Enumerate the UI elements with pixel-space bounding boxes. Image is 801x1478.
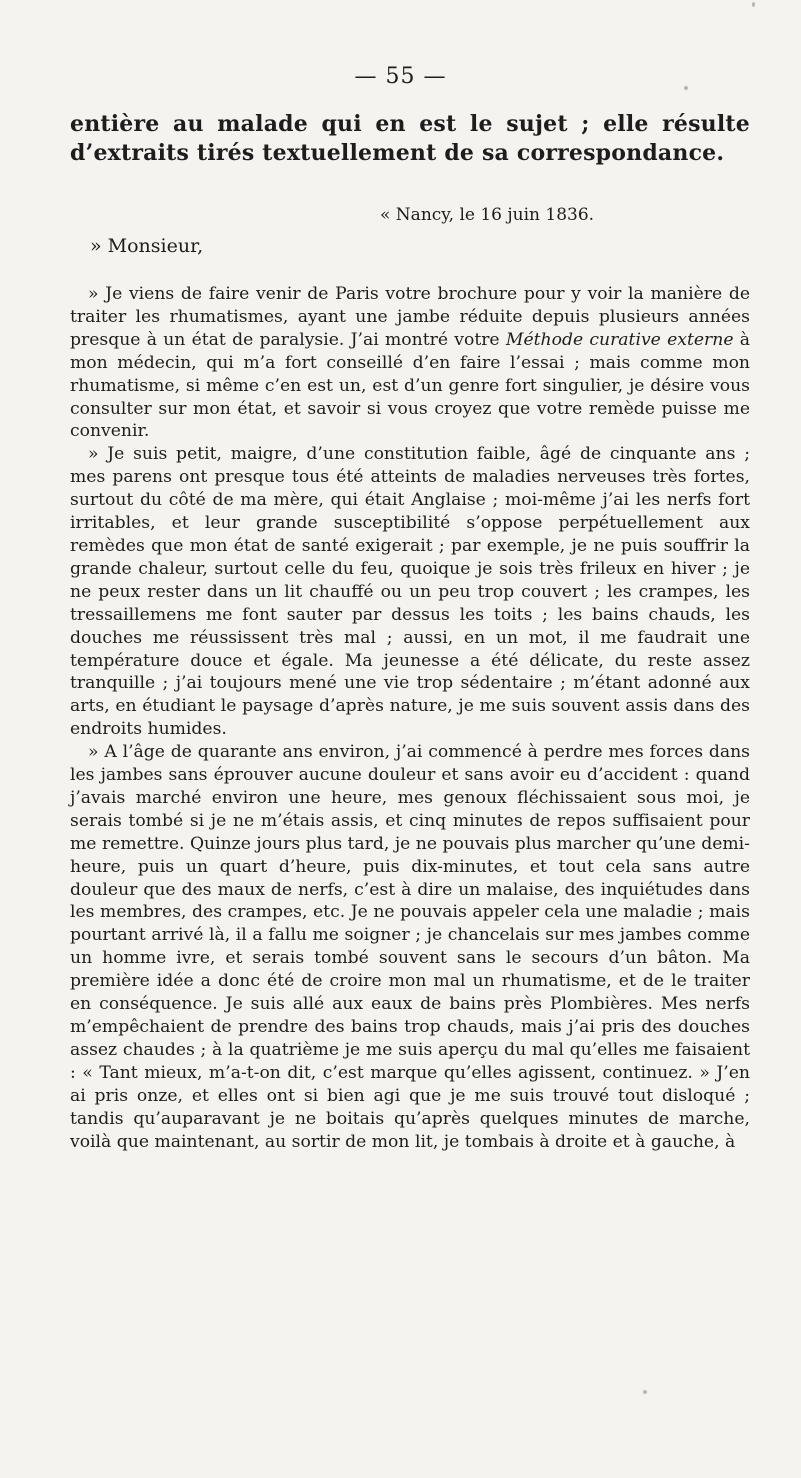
ink-speck: [752, 2, 755, 7]
letter-body: [70, 283, 750, 1153]
letter-paragraph-3: » A l’âge de quarante ans environ, j’ai commencé à perdre mes forces dans les jambes sans éprouver aucune douleur et sans avoir eu d’accident : quand j’avais marché environ une heure, mes genoux fléchissaient sous moi, je serais tombé si je ne m’étais assis, et cinq minutes de repos suffisaient pour me remettre. Quinze jours plus tard, je ne pouvais plus marcher qu’une demi-heure, puis un quart d’heure, puis dix-minutes, et tout cela sans autre douleur que des maux de nerfs, c’est à dire un malaise, des inquiétudes dans les membres, des crampes, etc. Je ne pouvais appeler cela une maladie ; mais pourtant arrivé là, il a fallu me soigner ; je chancelais sur mes jambes comme un homme ivre, et serais tombé souvent sans le secours d’un bâton. Ma première idée a donc été de croire mon mal un rhumatisme, et de le traiter en conséquence. Je suis allé aux eaux de bains près Plombières. Mes nerfs m’empêchaient de prendre des bains trop chauds, mais j’ai pris des douches assez chaudes ; à la quatrième je me suis aperçu du mal qu’elles me faisaient : « Tant mieux, m’a-t-on dit, c’est marque qu’elles agissent, continuez. » J’en ai pris onze, et elles ont si bien agi que je me suis trouvé tout disloqué ; tandis qu’auparavant je ne boitais qu’après quelques minutes de marche, voilà que maintenant, au sortir de mon lit, je tombais à droite et à gauche, à: [70, 742, 750, 1152]
paragraph-text: » Je viens de faire venir de Paris votre brochure pour y voir la manière de traiter les rhumatismes, ayant une jambe réduite depuis plusieurs années presque à un état de paralysie. J’ai montré votre: [70, 284, 750, 350]
letter-dateline: « Nancy, le 16 juin 1836.: [380, 205, 595, 225]
book-title: Méthode curative externe: [505, 329, 734, 350]
paragraph-text: à mon médecin, qui m’a fort conseillé d’en faire l’essai ; mais comme mon rhumatisme, si même c’en est un, est d’un genre fort singulier, je désire vous consulter sur mon état, et savoir si vous croyez que votre remède puisse me convenir.: [70, 329, 751, 442]
letter-paragraph-2: » Je suis petit, maigre, d’une constitution faible, âgé de cinquante ans ; mes parens ont presque tous été atteints de maladies nerveuses très fortes, surtout du côté de ma mère, qui était Anglaise ; moi-même j’ai les nerfs fort irritables, et leur grande susceptibilité s’oppose perpétuellement aux remèdes que mon état de santé exigerait ; par exemple, je ne puis souffrir la grande chaleur, surtout celle du feu, quoique je sois très frileux en hiver ; je ne peux rester dans un lit chauffé ou un peu trop couvert ; les crampes, les tressaillemens me font sauter par dessus les toits ; les bains chauds, les douches me réussissent très mal ; aussi, en un mot, il me faudrait une température douce et égale. Ma jeunesse a été délicate, du reste assez tranquille ; j’ai toujours mené une vie trop sédentaire ; m’étant adonné aux arts, en étudiant le paysage d’après nature, je me suis souvent assis dans des endroits humides.: [70, 444, 750, 740]
letter-salutation: » Monsieur,: [90, 235, 204, 257]
letter-paragraph-1: [70, 283, 750, 443]
intro-paragraph: entière au malade qui en est le sujet ; elle résulte d’extraits tirés textuellement de sa correspondance.: [70, 111, 750, 166]
page-number: — 55 —: [354, 64, 447, 89]
ink-speck: [643, 1390, 647, 1394]
